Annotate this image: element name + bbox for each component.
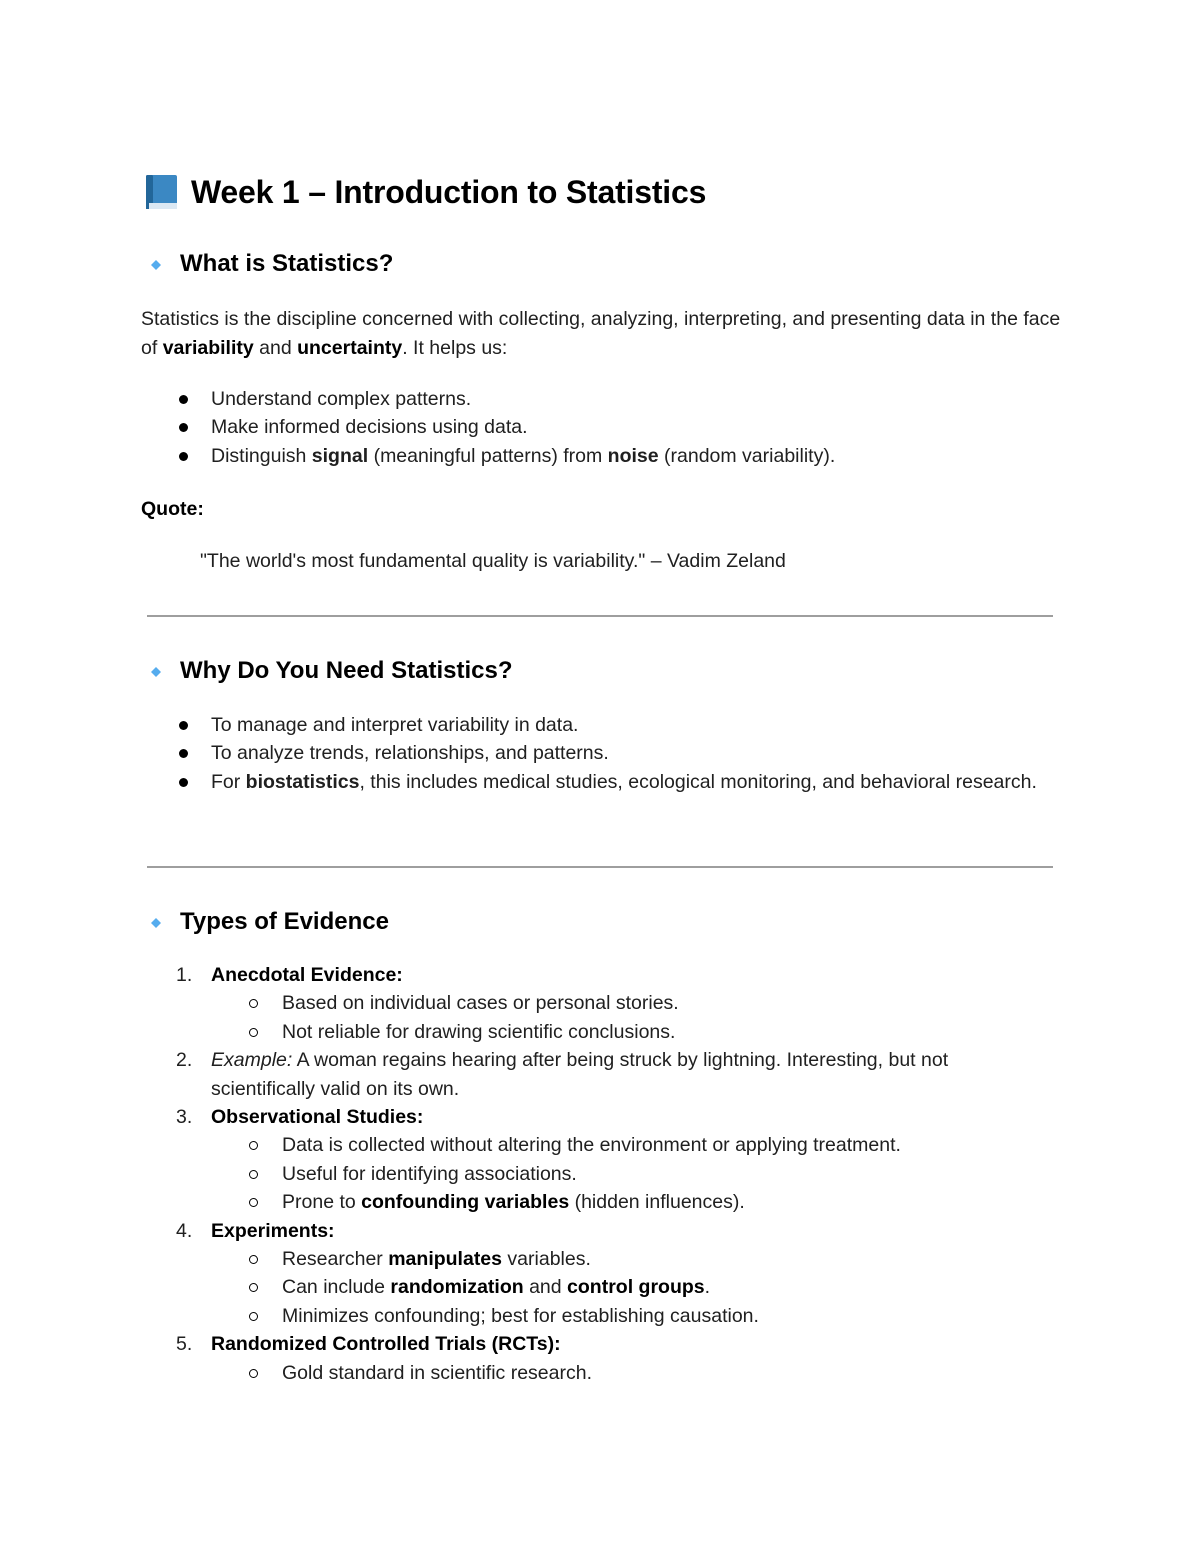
sub-list-item [211, 1188, 1100, 1216]
hollow-circle-bullet-icon [249, 1170, 258, 1179]
list-item [0, 739, 1100, 767]
list-item-text: To manage and interpret variability in data. [211, 714, 579, 736]
section-heading-why-need-statistics [150, 656, 513, 686]
bullet-dot-icon [179, 395, 188, 404]
small-blue-diamond-icon [150, 665, 162, 677]
hollow-circle-bullet-icon [249, 999, 258, 1008]
bullet-dot-icon [179, 452, 188, 461]
list-item [0, 961, 1100, 1046]
text-run: A woman regains hearing after being struck by lightning. Interesting, but not scientifically valid on its own. [211, 1049, 949, 1100]
list-item-text [211, 442, 1041, 470]
sub-list-item [211, 1245, 1100, 1273]
section-heading-text: Types of Evidence [180, 908, 389, 935]
why-statistics-bullet-list [0, 711, 1100, 796]
what-is-statistics-bullet-list [0, 385, 1100, 470]
page-title: Week 1 – Introduction to Statistics [191, 174, 707, 210]
bold-control-groups: control groups [567, 1276, 705, 1299]
horizontal-rule [147, 615, 1053, 617]
section-heading-text: What is Statistics? [180, 250, 394, 277]
list-item-text [211, 1046, 1041, 1103]
list-item [0, 385, 1100, 413]
bullet-dot-icon [179, 423, 188, 432]
bold-noise: noise [607, 444, 659, 467]
list-number: 3. [176, 1106, 193, 1129]
list-item-text [211, 768, 1041, 796]
bullet-dot-icon [179, 721, 188, 730]
sub-list-item-text: Minimizes confounding; best for establishing causation. [282, 1304, 759, 1327]
sub-list-item [211, 989, 1100, 1017]
intro-paragraph [141, 305, 1061, 362]
hollow-circle-bullet-icon [249, 1028, 258, 1037]
blue-book-icon [143, 173, 179, 211]
hollow-circle-bullet-icon [249, 1369, 258, 1378]
list-item-label: Observational Studies: [211, 1106, 424, 1129]
text-run: (meaningful patterns) from [368, 444, 608, 467]
sub-list-item-text: Data is collected without altering the environment or applying treatment. [282, 1134, 901, 1157]
text-run: Researcher [282, 1248, 389, 1271]
types-of-evidence-list [0, 961, 1100, 1387]
list-item [0, 413, 1100, 441]
sub-list-item-text: Useful for identifying associations. [282, 1162, 577, 1185]
list-item [0, 1330, 1100, 1387]
text-run: (hidden influences). [569, 1191, 745, 1214]
sub-list [211, 989, 1100, 1046]
list-number: 2. [176, 1049, 193, 1072]
hollow-circle-bullet-icon [249, 1141, 258, 1150]
bold-manipulates: manipulates [388, 1248, 503, 1271]
list-item [0, 711, 1100, 739]
hollow-circle-bullet-icon [249, 1312, 258, 1321]
sub-list-item [211, 1273, 1100, 1301]
text-run: Can include [282, 1276, 391, 1299]
list-item-text: To analyze trends, relationships, and patterns. [211, 742, 609, 765]
text-run: Distinguish [211, 444, 312, 467]
bullet-dot-icon [179, 749, 188, 758]
list-item [0, 442, 1100, 470]
quote-text: "The world's most fundamental quality is variability." – Vadim Zeland [200, 550, 786, 572]
list-item-label: Randomized Controlled Trials (RCTs): [211, 1333, 561, 1356]
small-blue-diamond-icon [150, 258, 162, 270]
list-item-text: Understand complex patterns. [211, 388, 472, 410]
sub-list-item [211, 1302, 1100, 1330]
text-run: For [211, 770, 246, 793]
hollow-circle-bullet-icon [249, 1283, 258, 1292]
text-run: and [523, 1276, 568, 1299]
intro-text: and [253, 336, 298, 359]
italic-example-label: Example: [211, 1049, 293, 1072]
section-heading-what-is-statistics [150, 249, 393, 279]
page-title-row [143, 172, 706, 212]
sub-list-item-text: Based on individual cases or personal stories. [282, 992, 679, 1015]
list-item [0, 1046, 1100, 1103]
bold-signal: signal [311, 444, 369, 467]
section-heading-types-of-evidence [150, 907, 389, 937]
sub-list-item [211, 1160, 1100, 1188]
sub-list-item [211, 1359, 1100, 1387]
sub-list [211, 1131, 1100, 1216]
list-number: 5. [176, 1333, 193, 1356]
bold-biostatistics: biostatistics [245, 770, 360, 793]
text-run: , this includes medical studies, ecological monitoring, and behavioral research. [359, 770, 1037, 793]
sub-list-item [211, 1131, 1100, 1159]
intro-bold-variability: variability [162, 336, 254, 359]
list-item-label: Experiments: [211, 1219, 335, 1242]
sub-list [211, 1245, 1100, 1330]
intro-text: . It helps us: [402, 336, 508, 359]
hollow-circle-bullet-icon [249, 1198, 258, 1207]
small-blue-diamond-icon [150, 916, 162, 928]
intro-text: Statistics is the discipline concerned with collecting, analyzing, interpreting, and presenting data in the face of [141, 308, 1061, 359]
text-run: Prone to [282, 1191, 362, 1214]
quote-label: Quote: [141, 498, 204, 520]
hollow-circle-bullet-icon [249, 1255, 258, 1264]
list-item-text: Make informed decisions using data. [211, 416, 528, 439]
horizontal-rule [147, 866, 1053, 868]
bullet-dot-icon [179, 778, 188, 787]
sub-list-item-text: Gold standard in scientific research. [282, 1361, 592, 1384]
list-number: 1. [176, 964, 193, 986]
list-item [0, 1217, 1100, 1331]
sub-list-item [211, 1018, 1100, 1046]
text-run: variables. [502, 1248, 591, 1271]
list-item [0, 1103, 1100, 1217]
list-item [0, 768, 1100, 796]
section-heading-text: Why Do You Need Statistics? [180, 657, 513, 684]
list-number: 4. [176, 1219, 193, 1242]
bold-confounding-variables: confounding variables [361, 1191, 570, 1214]
intro-bold-uncertainty: uncertainty [297, 336, 403, 359]
sub-list-item-text: Not reliable for drawing scientific conclusions. [282, 1020, 676, 1043]
list-item-label: Anecdotal Evidence: [211, 964, 403, 986]
sub-list [211, 1359, 1100, 1387]
text-run: . [704, 1276, 711, 1299]
bold-randomization: randomization [390, 1276, 524, 1299]
text-run: (random variability). [658, 444, 836, 467]
